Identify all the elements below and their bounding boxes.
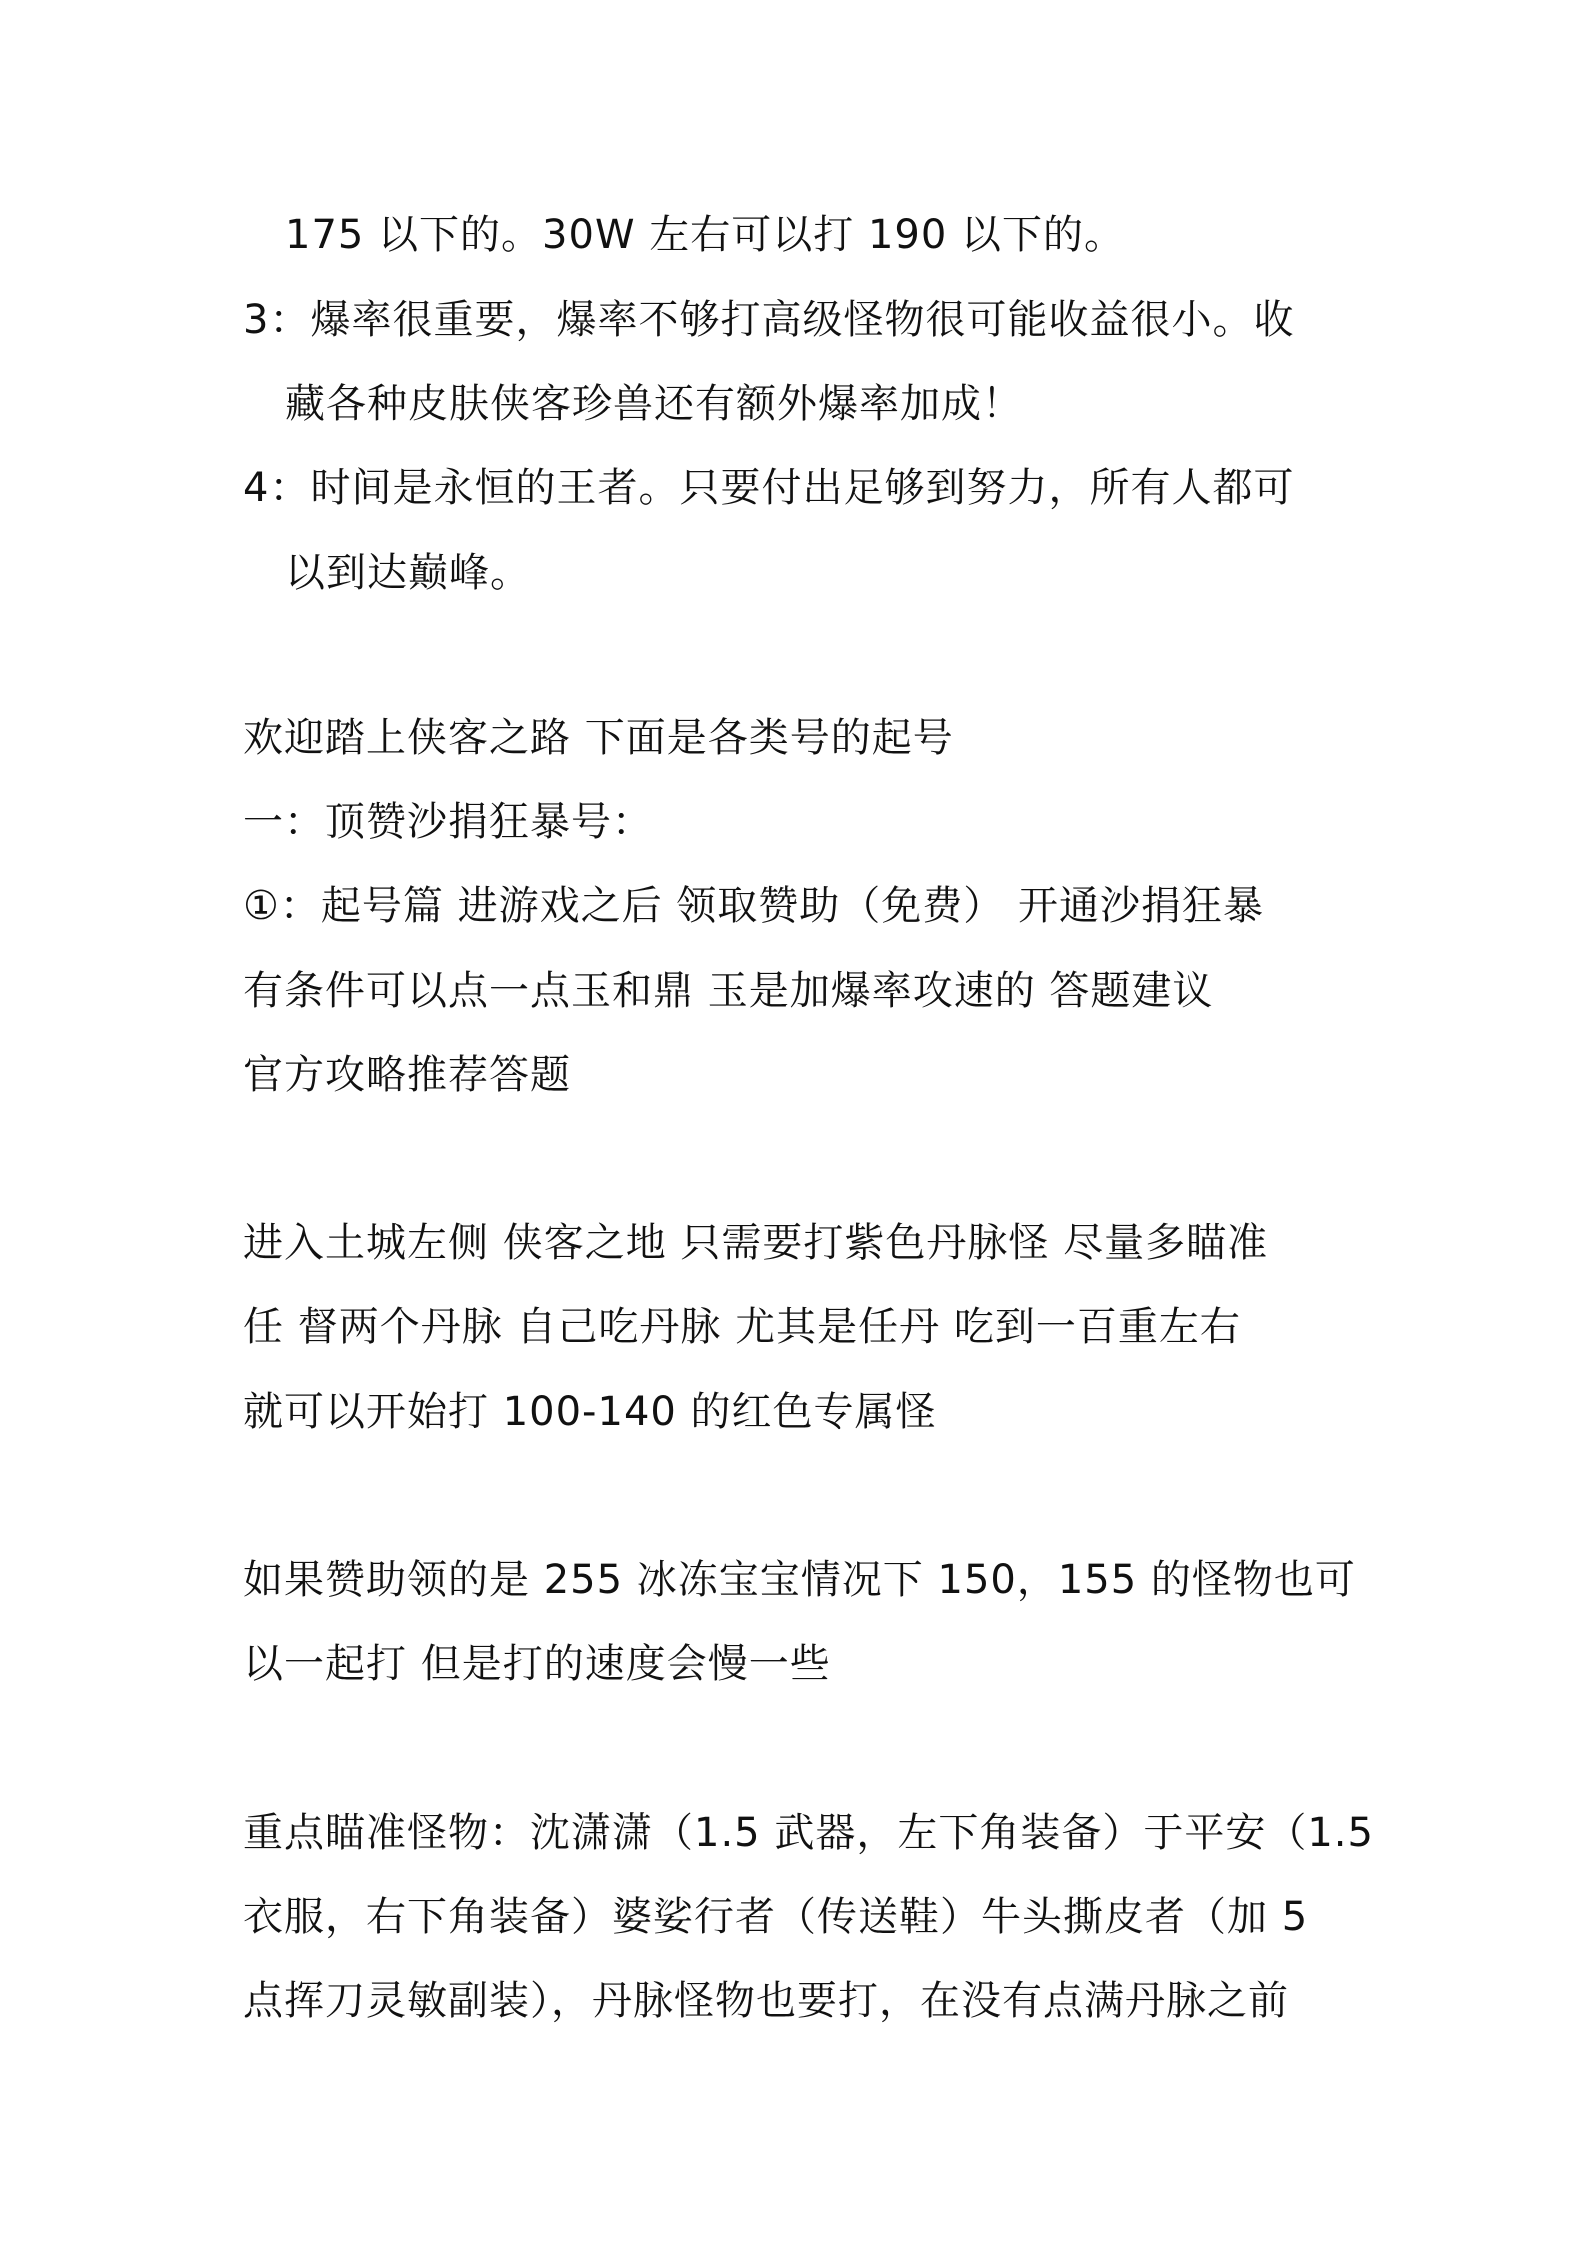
text-line: 任 督两个丹脉 自己吃丹脉 尤其是任丹 吃到一百重左右 (243, 1304, 1241, 1350)
text-line: ①：起号篇 进游戏之后 领取赞助（免费） 开通沙捐狂暴 (243, 883, 1265, 929)
text-line: 以到达巅峰。 (285, 550, 531, 596)
text-line: 官方攻略推荐答题 (243, 1052, 571, 1098)
text-line: 重点瞄准怪物：沈潇潇（1.5 武器，左下角装备）于平安（1.5 (243, 1810, 1374, 1856)
text-line: 衣服，右下角装备）婆娑行者（传送鞋）牛头撕皮者（加 5 (243, 1894, 1309, 1940)
text-line: 以一起打 但是打的速度会慢一些 (243, 1641, 831, 1687)
text-line: 有条件可以点一点玉和鼎 玉是加爆率攻速的 答题建议 (243, 968, 1214, 1014)
text-line: 点挥刀灵敏副装），丹脉怪物也要打，在没有点满丹脉之前 (243, 1978, 1289, 2024)
text-line: 3：爆率很重要，爆率不够打高级怪物很可能收益很小。收 (243, 297, 1295, 343)
text-line: 进入土城左侧 侠客之地 只需要打紫色丹脉怪 尽量多瞄准 (243, 1220, 1269, 1266)
text-line: 一：顶赞沙捐狂暴号： (243, 799, 653, 845)
text-line: 175 以下的。30W 左右可以打 190 以下的。 (285, 212, 1126, 258)
text-line: 欢迎踏上侠客之路 下面是各类号的起号 (243, 715, 954, 761)
text-line: 如果赞助领的是 255 冰冻宝宝情况下 150，155 的怪物也可 (243, 1557, 1356, 1603)
text-line: 就可以开始打 100-140 的红色专属怪 (243, 1389, 937, 1435)
text-line: 藏各种皮肤侠客珍兽还有额外爆率加成！ (285, 381, 1023, 427)
text-line: 4：时间是永恒的王者。只要付出足够到努力，所有人都可 (243, 465, 1295, 511)
